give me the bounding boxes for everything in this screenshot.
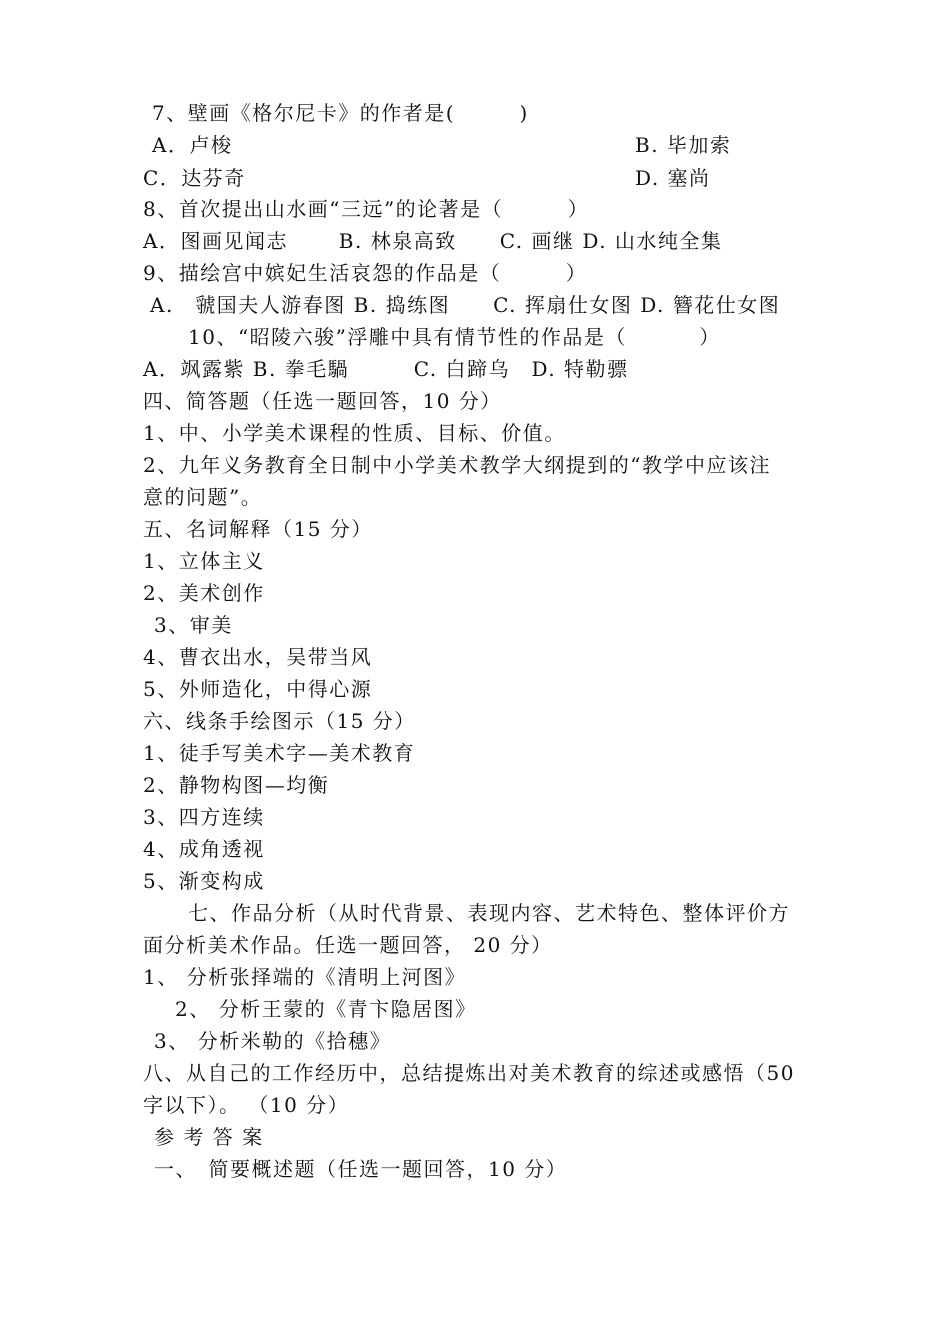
section-7-heading: 七、作品分析（从时代背景、表现内容、艺术特色、整体评价方	[188, 901, 790, 925]
section-5-item-1: 1、立体主义	[143, 549, 265, 573]
section-7-item-2: 2、 分析王蒙的《青卞隐居图》	[175, 997, 477, 1021]
section-7-item-3: 3、 分析米勒的《拾穗》	[154, 1029, 392, 1053]
section-6-heading: 六、线条手绘图示（15 分）	[143, 709, 416, 733]
section-6-item-4: 4、成角透视	[143, 837, 265, 861]
section-6-item-3: 3、四方连续	[143, 805, 265, 829]
section-5-item-4: 4、曹衣出水，吴带当风	[143, 645, 373, 669]
section-7-item-1: 1、 分析张择端的《清明上河图》	[143, 965, 467, 989]
q9-options: A. 虢国夫人游春图 B. 捣练图 C. 挥扇仕女图 D. 簪花仕女图	[150, 293, 781, 317]
section-4-heading: 四、简答题（任选一题回答，10 分）	[143, 389, 502, 413]
q7-option-d: D. 塞尚	[635, 166, 711, 190]
section-5-item-2: 2、美术创作	[143, 581, 265, 605]
question-9: 9、描绘宫中嫔妃生活哀怨的作品是（ ）	[143, 261, 588, 285]
section-6-item-2: 2、静物构图—均衡	[143, 773, 330, 797]
section-5-item-3: 3、审美	[154, 613, 233, 637]
section-8-heading-cont: 字以下）。 （10 分）	[143, 1093, 350, 1117]
q7-option-a: A．卢梭	[152, 133, 233, 157]
q10-options: A．飒露紫 B. 拳毛騧 C. 白蹄乌 D. 特勒骠	[143, 357, 629, 381]
section-5-item-5: 5、外师造化，中得心源	[143, 677, 373, 701]
question-8: 8、首次提出山水画“三远”的论著是（ ）	[143, 197, 590, 221]
question-7: 7、壁画《格尔尼卡》的作者是( )	[152, 101, 529, 125]
q7-option-b: B. 毕加索	[635, 133, 732, 157]
q7-option-c: C．达芬奇	[143, 166, 246, 190]
section-8-heading: 八、从自己的工作经历中，总结提炼出对美术教育的综述或感悟（50	[143, 1061, 795, 1085]
section-4-item-1: 1、中、小学美术课程的性质、目标、价值。	[143, 421, 566, 445]
section-4-item-2-cont: 意的问题”。	[143, 485, 263, 509]
question-10: 10、“昭陵六骏”浮雕中具有情节性的作品是（ ）	[188, 325, 721, 349]
q8-options: A．图画见闻志 B. 林泉高致 C. 画继 D. 山水纯全集	[143, 229, 723, 253]
answers-title: 参 考 答 案	[154, 1125, 264, 1149]
section-5-heading: 五、名词解释（15 分）	[143, 517, 373, 541]
answers-section-1-heading: 一、 简要概述题（任选一题回答，10 分）	[154, 1157, 568, 1181]
section-6-item-5: 5、渐变构成	[143, 869, 265, 893]
section-6-item-1: 1、徒手写美术字—美术教育	[143, 741, 416, 765]
section-7-heading-cont: 面分析美术作品。任选一题回答， 20 分）	[143, 933, 553, 957]
section-4-item-2: 2、九年义务教育全日制中小学美术教学大纲提到的“教学中应该注	[143, 453, 771, 477]
